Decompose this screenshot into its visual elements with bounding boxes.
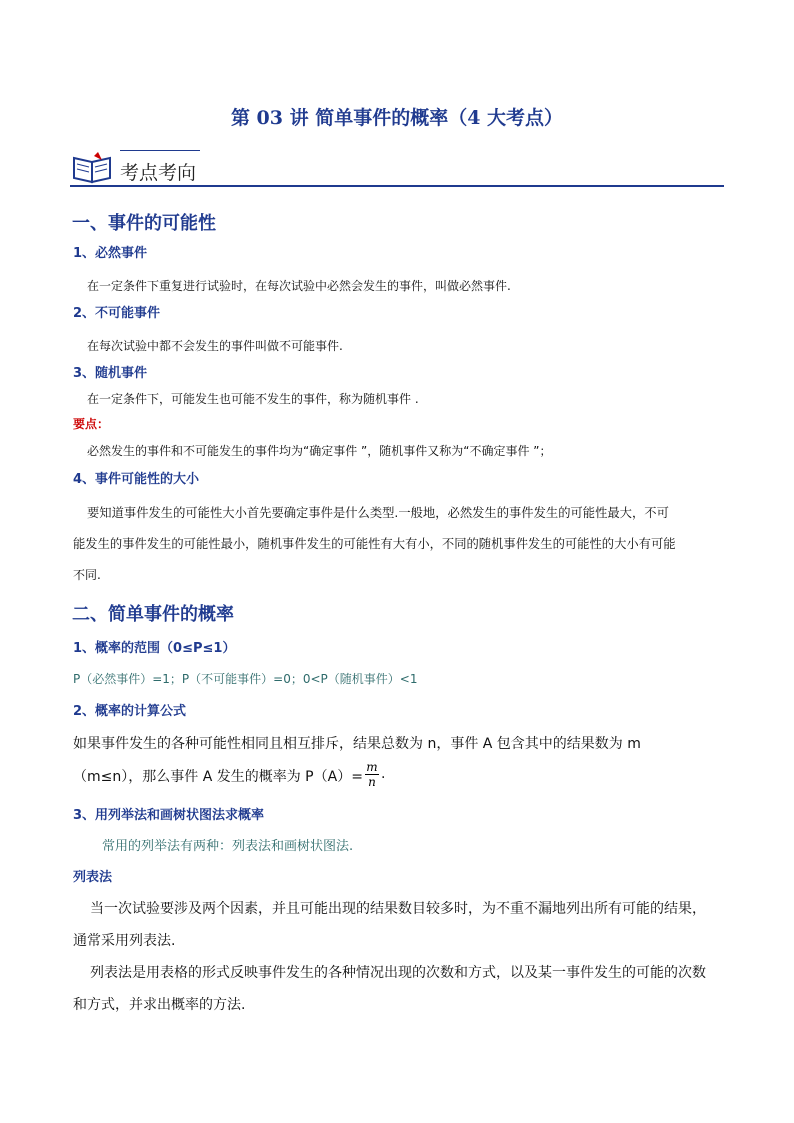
keypoint-label: 要点： — [73, 417, 110, 431]
banner-underline — [70, 185, 724, 187]
table-method-p2-line2: 和方式，并求出概率的方法. — [73, 997, 246, 1013]
fraction-denominator: n — [368, 775, 376, 789]
s2-item2-heading: 2、概率的计算公式 — [73, 704, 187, 719]
table-method-heading: 列表法 — [73, 870, 113, 885]
banner-title: 考点考向 — [120, 162, 197, 184]
probability-fraction — [365, 760, 379, 789]
s2-item3-text: 常用的列举法有两种：列表法和画树状图法. — [102, 839, 354, 854]
item4-line-1: 要知道事件发生的可能性大小首先要确定事件是什么类型.一般地，必然发生的事件发生的可能性最大，不可 — [87, 506, 669, 520]
s2-item1-heading: 1、概率的范围（0≤P≤1） — [73, 641, 236, 656]
item1-text: 在一定条件下重复进行试验时，在每次试验中必然会发生的事件，叫做必然事件. — [87, 279, 511, 293]
item1-heading: 1、必然事件 — [73, 246, 148, 261]
formula-period: . — [381, 766, 386, 782]
page-title: 第 03 讲 简单事件的概率（4 大考点） — [230, 107, 564, 129]
table-method-p2-line1: 列表法是用表格的形式反映事件发生的各种情况出现的次数和方式，以及某一事件发生的可能的次数 — [90, 965, 706, 981]
keypoint-text: 必然发生的事件和不可能发生的事件均为“确定事件 ”，随机事件又称为“不确定事件 ”； — [87, 444, 552, 458]
table-method-p1-line1: 当一次试验要涉及两个因素，并且可能出现的结果数目较多时，为不重不漏地列出所有可能的结果， — [90, 901, 706, 917]
table-method-p1-line2: 通常采用列表法. — [73, 933, 176, 949]
item2-text: 在每次试验中都不会发生的事件叫做不可能事件. — [87, 339, 343, 353]
s2-item1-text: P（必然事件）=1；P（不可能事件）=0；0<P（随机事件）<1 — [73, 672, 418, 686]
item3-heading: 3、随机事件 — [73, 366, 148, 381]
section1-heading: 一、事件的可能性 — [72, 213, 216, 234]
formula-line-2: （m≤n），那么事件 A 发生的概率为 P（A）= — [73, 769, 363, 785]
item4-line-3: 不同. — [73, 568, 101, 582]
item2-heading: 2、不可能事件 — [73, 306, 161, 321]
banner-top-line — [120, 150, 200, 151]
fraction-numerator: m — [366, 760, 378, 774]
formula-line-1: 如果事件发生的各种可能性相同且相互排斥，结果总数为 n，事件 A 包含其中的结果数为 m — [73, 736, 641, 752]
item3-text: 在一定条件下，可能发生也可能不发生的事件，称为随机事件 . — [87, 392, 419, 406]
item4-line-2: 能发生的事件发生的可能性最小，随机事件发生的可能性有大有小，不同的随机事件发生的可能性的大小有可能 — [73, 537, 676, 551]
section2-heading: 二、简单事件的概率 — [72, 604, 234, 625]
book-icon — [72, 150, 116, 184]
item4-heading: 4、事件可能性的大小 — [73, 472, 200, 487]
s2-item3-heading: 3、用列举法和画树状图法求概率 — [73, 808, 265, 823]
